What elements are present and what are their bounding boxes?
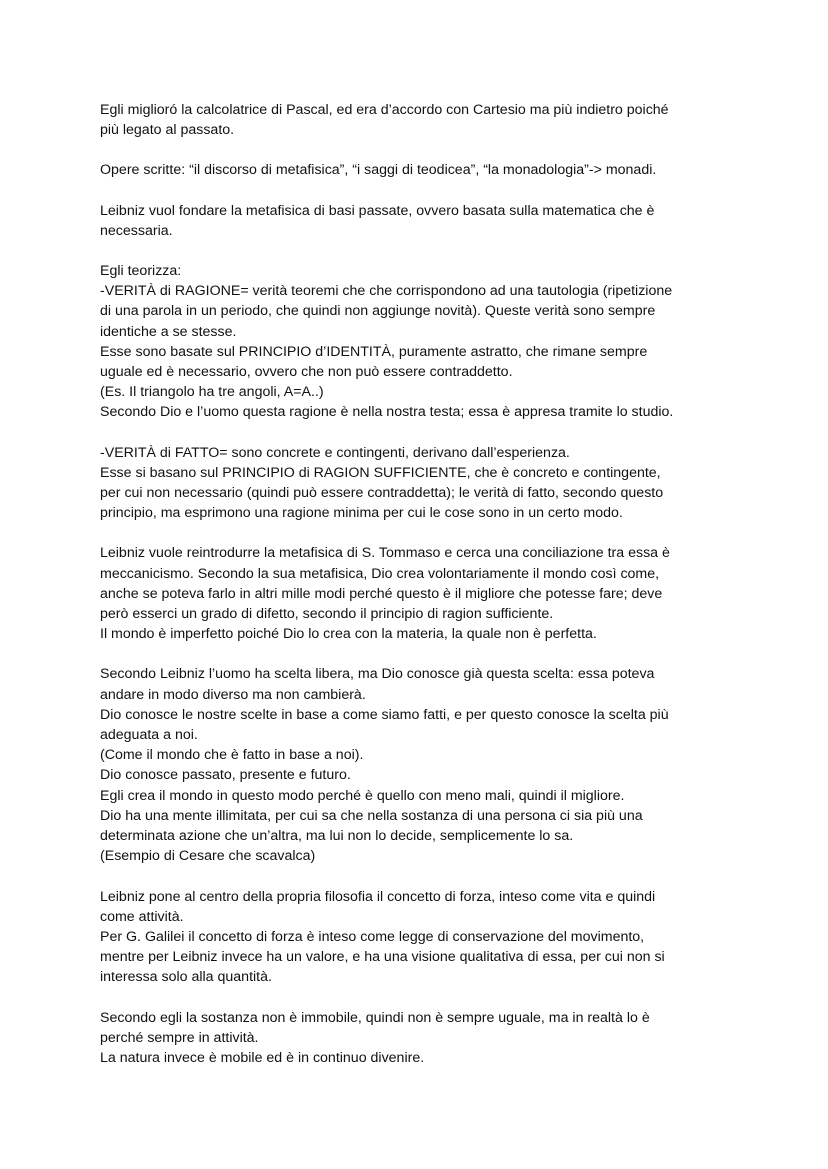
text-line: Leibniz vuole reintrodurre la metafisica di S. Tommaso e cerca una conciliazione tra essa è bbox=[100, 545, 670, 562]
text-line: anche se poteva farlo in altri mille modi perché questo è il migliore che potesse fare; deve bbox=[100, 585, 663, 602]
text-line: identiche a se stesse. bbox=[100, 323, 237, 340]
text-line: -VERITÀ di RAGIONE= verità teoremi che che corrispondono ad una tautologia (ripetizione bbox=[100, 283, 673, 300]
text-line: Esse sono basate sul PRINCIPIO d’IDENTITÀ, puramente astratto, che rimane sempre bbox=[100, 343, 648, 360]
text-line: di una parola in un periodo, che quindi non aggiunge novità). Queste verità sono sempre bbox=[100, 303, 656, 320]
text-line: Secondo Dio e l’uomo questa ragione è nella nostra testa; essa è appresa tramite lo studio. bbox=[100, 404, 674, 421]
paragraph-forza bbox=[100, 887, 740, 988]
text-line: adeguata a noi. bbox=[100, 727, 198, 744]
paragraph-scelta-libera bbox=[100, 664, 740, 866]
text-line: per cui non necessario (quindi può essere contraddetta); le verità di fatto, secondo questo bbox=[100, 485, 664, 502]
text-line: La natura invece è mobile ed è in continuo divenire. bbox=[100, 1049, 425, 1066]
text-line: (Esempio di Cesare che scavalca) bbox=[100, 848, 316, 865]
text-line: meccanicismo. Secondo la sua metafisica, Dio crea volontariamente il mondo così come, bbox=[100, 565, 660, 582]
text-line: Il mondo è imperfetto poiché Dio lo crea con la materia, la quale non è perfetta. bbox=[100, 626, 597, 643]
paragraph-verita-ragione bbox=[100, 261, 740, 423]
text-line: necessaria. bbox=[100, 222, 173, 239]
text-line: Dio conosce passato, presente e futuro. bbox=[100, 767, 351, 784]
text-line: Egli crea il mondo in questo modo perché è quello con meno mali, quindi il migliore. bbox=[100, 787, 625, 804]
text-line: (Come il mondo che è fatto in base a noi). bbox=[100, 747, 364, 764]
text-line: mentre per Leibniz invece ha un valore, e ha una visione qualitativa di essa, per cui non si bbox=[100, 949, 665, 966]
text-line: Egli teorizza: bbox=[100, 263, 182, 280]
text-line: (Es. Il triangolo ha tre angoli, A=A..) bbox=[100, 384, 324, 401]
text-line: Per G. Galilei il concetto di forza è inteso come legge di conservazione del movimento, bbox=[100, 928, 645, 945]
text-line: andare in modo diverso ma non cambierà. bbox=[100, 686, 366, 703]
text-line: uguale ed è necessario, ovvero che non può essere contraddetto. bbox=[100, 364, 513, 381]
paragraph-tommaso bbox=[100, 543, 740, 644]
document-page bbox=[100, 100, 740, 1068]
text-line: più legato al passato. bbox=[100, 122, 235, 139]
text-line: però esserci un grado di difetto, secondo il principio di ragion sufficiente. bbox=[100, 606, 554, 623]
paragraph-calcolatrice bbox=[100, 100, 740, 140]
text-line: Dio ha una mente illimitata, per cui sa che nella sostanza di una persona ci sia più una bbox=[100, 807, 643, 824]
text-line: determinata azione che un’altra, ma lui non lo decide, semplicemente lo sa. bbox=[100, 828, 574, 845]
paragraph-metafisica bbox=[100, 201, 740, 241]
text-line: Egli miglioró la calcolatrice di Pascal, ed era d’accordo con Cartesio ma più indietro poiché bbox=[100, 102, 669, 118]
paragraph-verita-fatto bbox=[100, 443, 740, 524]
text-line: perché sempre in attività. bbox=[100, 1029, 259, 1046]
text-line: come attività. bbox=[100, 908, 184, 925]
text-line: Opere scritte: “il discorso di metafisica”, “i saggi di teodicea”, “la monadologia”-> monadi. bbox=[100, 162, 657, 179]
text-line: Leibniz pone al centro della propria filosofia il concetto di forza, inteso come vita e quindi bbox=[100, 888, 656, 905]
text-line: Secondo Leibniz l’uomo ha scelta libera, ma Dio conosce già questa scelta: essa poteva bbox=[100, 666, 655, 683]
text-line: Leibniz vuol fondare la metafisica di basi passate, ovvero basata sulla matematica che è bbox=[100, 202, 655, 219]
text-line: principio, ma esprimono una ragione minima per cui le cose sono in un certo modo. bbox=[100, 505, 623, 522]
text-line: Dio conosce le nostre scelte in base a come siamo fatti, e per questo conosce la scelta più bbox=[100, 706, 669, 723]
text-line: Esse si basano sul PRINCIPIO di RAGION SUFFICIENTE, che è concreto e contingente, bbox=[100, 464, 661, 481]
paragraph-opere bbox=[100, 160, 740, 180]
text-line: interessa solo alla quantità. bbox=[100, 969, 272, 986]
text-line: -VERITÀ di FATTO= sono concrete e contingenti, derivano dall’esperienza. bbox=[100, 444, 570, 461]
paragraph-sostanza bbox=[100, 1008, 740, 1069]
text-line: Secondo egli la sostanza non è immobile, quindi non è sempre uguale, ma in realtà lo è bbox=[100, 1009, 650, 1026]
